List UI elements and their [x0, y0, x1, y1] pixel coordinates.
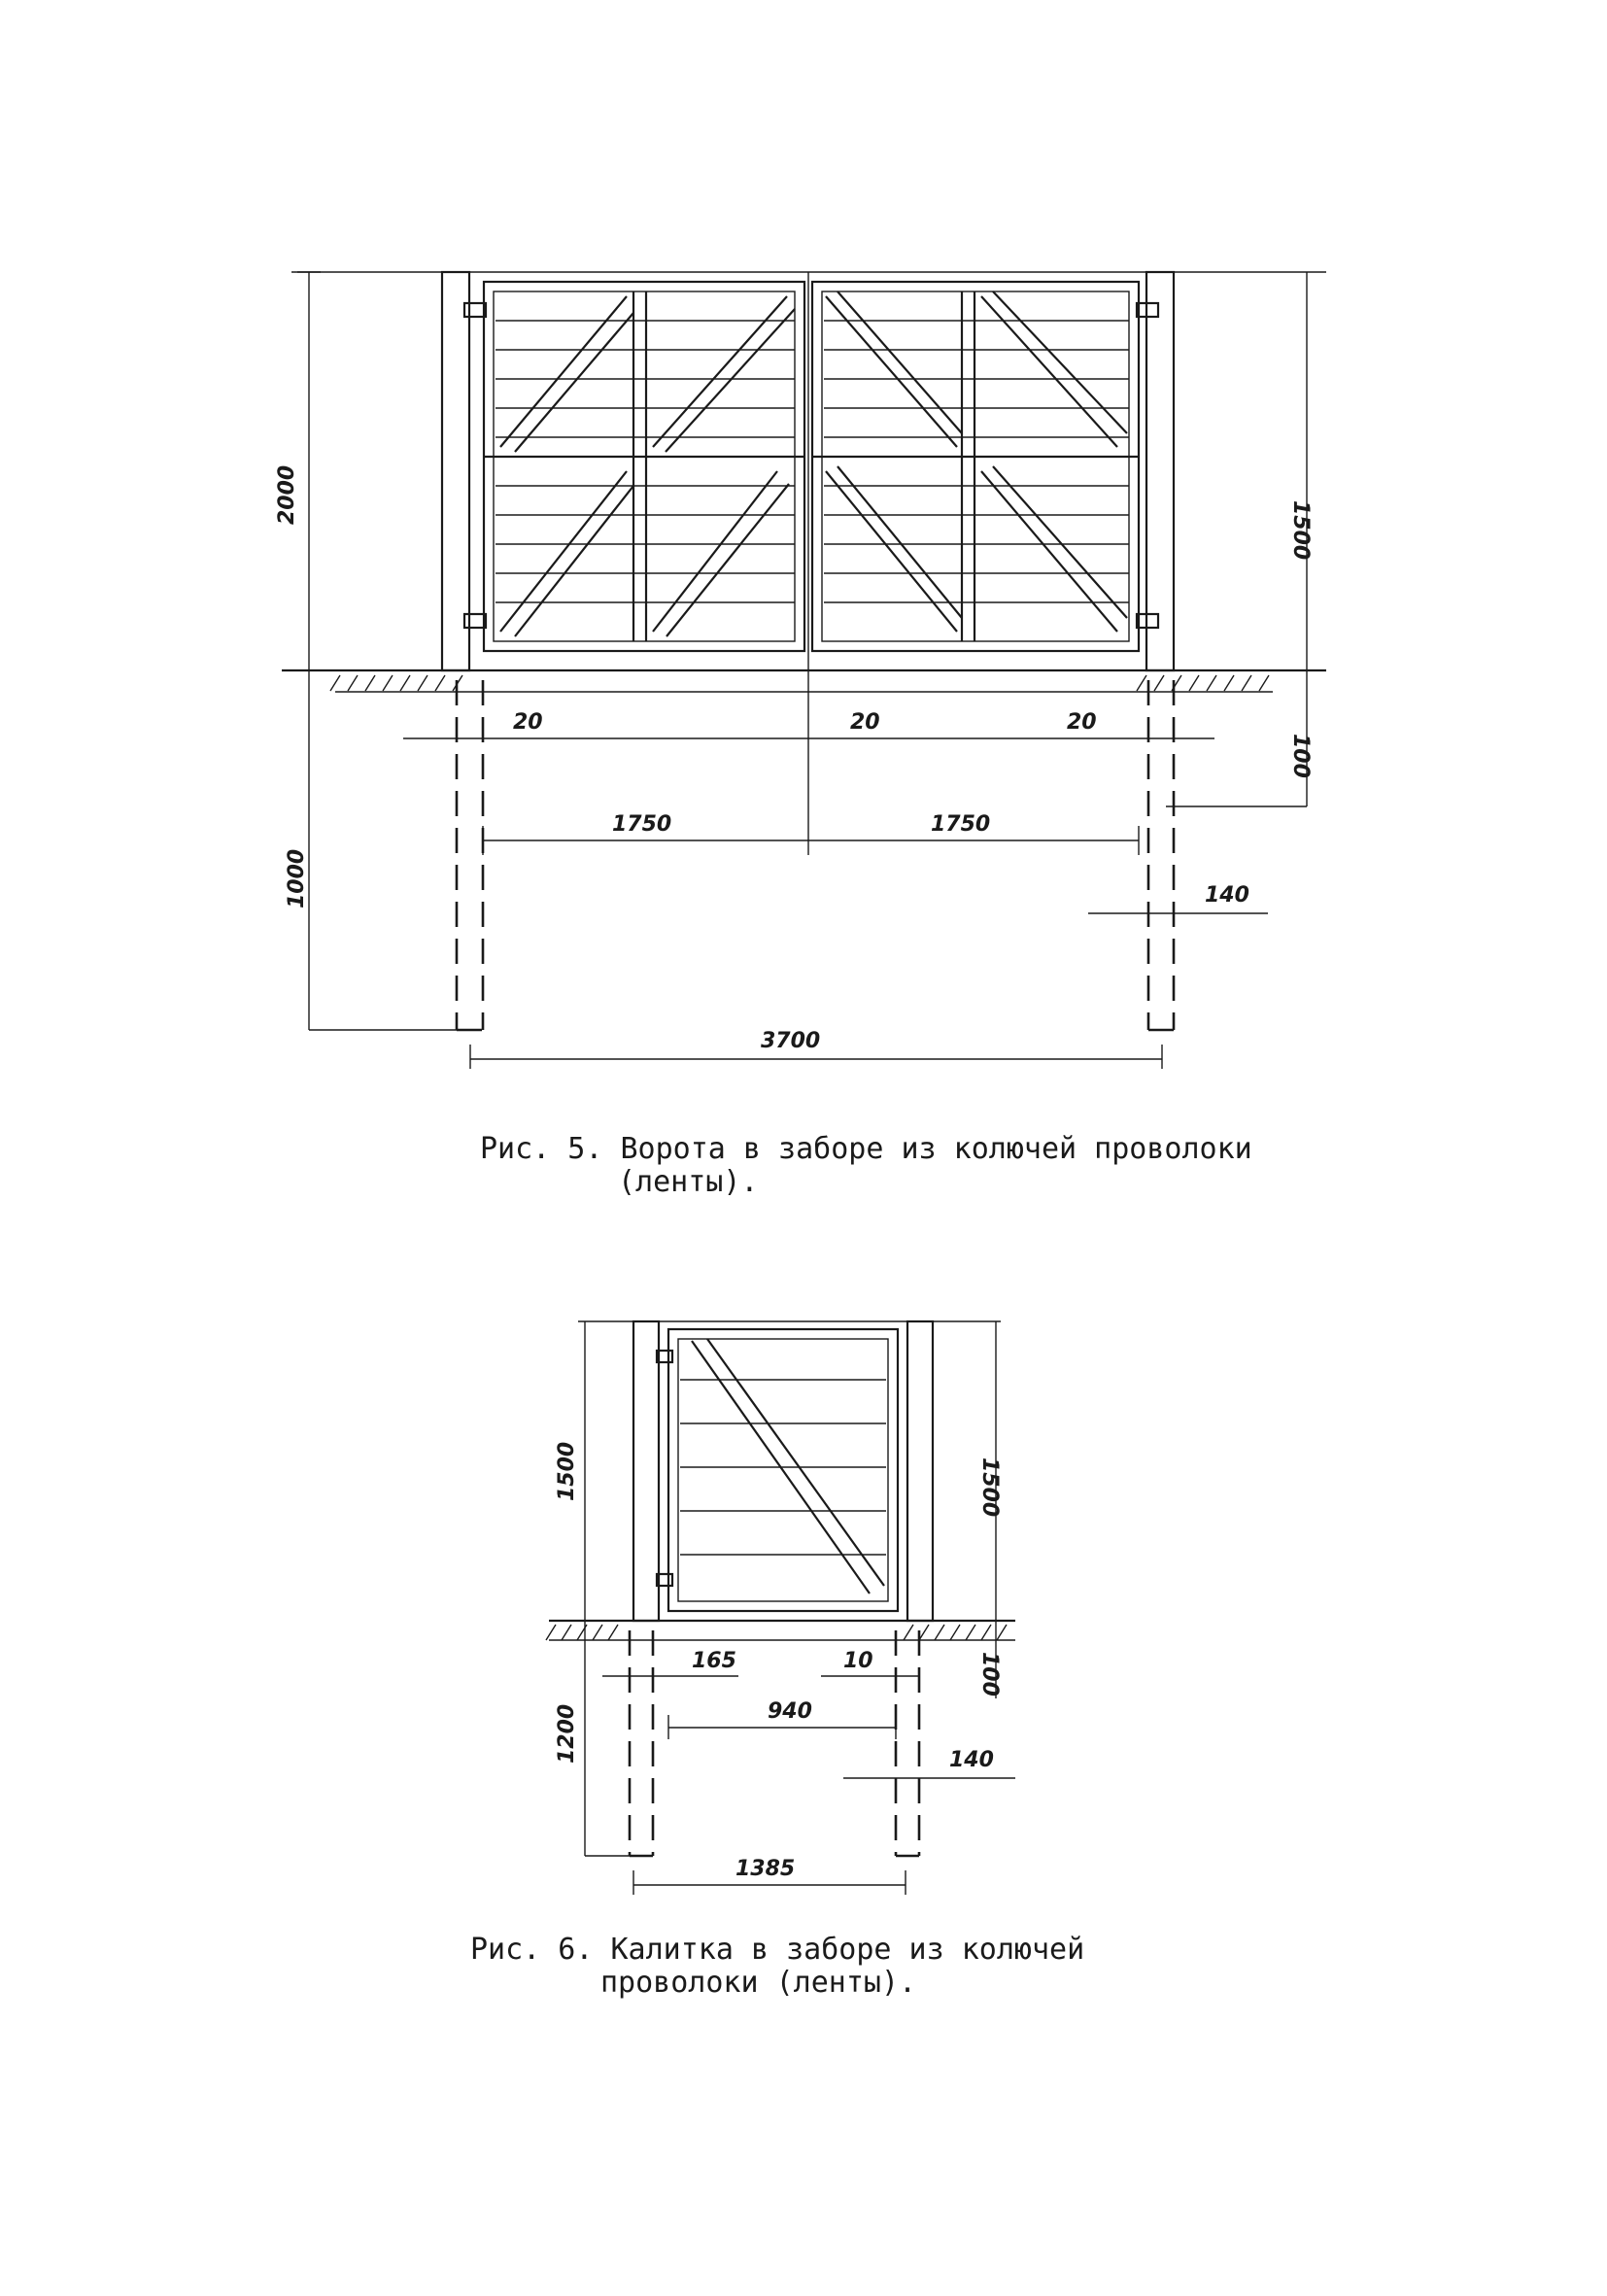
dim-gap-right: 10: [843, 1649, 873, 1673]
figure5-caption-line1: Рис. 5. Ворота в заборе из колючей проволоки: [480, 1132, 1252, 1166]
dim-gap-left: 165: [692, 1649, 736, 1673]
wicket-leaf: [668, 1329, 898, 1611]
figure6-caption-line2: проволоки (ленты).: [600, 1966, 917, 2000]
left-post: [633, 1321, 659, 1621]
right-post: [907, 1321, 933, 1621]
dim-leaf-left: 1750: [612, 812, 672, 837]
dim-depth-left: 1000: [285, 848, 309, 908]
dim-height-left: 1500: [555, 1441, 579, 1501]
dim-depth-left: 1200: [555, 1703, 579, 1764]
right-gate-leaf: [812, 282, 1139, 651]
dim-gap-left: 20: [513, 710, 543, 735]
dim-depth-right: 100: [1288, 734, 1313, 778]
figure5-gate-drawing: [275, 272, 1326, 1069]
dim-height-right: 1500: [1288, 500, 1313, 561]
left-post: [442, 272, 469, 670]
figure6-caption-line1: Рис. 6. Калитка в заборе из колючей: [470, 1933, 1085, 1967]
dim-total: 1385: [735, 1857, 796, 1881]
right-post: [1146, 272, 1174, 670]
figure5-caption-line2: (ленты).: [618, 1165, 759, 1199]
dim-leaf: 940: [768, 1699, 812, 1724]
left-gate-leaf: [484, 282, 804, 651]
dim-gap-mid: 20: [850, 710, 880, 735]
dim-leaf-right: 1750: [931, 812, 991, 837]
dim-gap-right: 20: [1067, 710, 1097, 735]
dim-depth-right: 100: [977, 1652, 1002, 1696]
dim-height-right: 1500: [977, 1457, 1002, 1518]
figure6-wicket-drawing: [546, 1321, 1015, 1895]
ground-hatching: [546, 1625, 1015, 1640]
ground-hatching: [330, 675, 1273, 692]
dim-post: 140: [949, 1748, 994, 1772]
dim-total: 3700: [761, 1029, 821, 1053]
dim-height-left: 2000: [275, 464, 299, 525]
dim-post: 140: [1205, 883, 1249, 908]
